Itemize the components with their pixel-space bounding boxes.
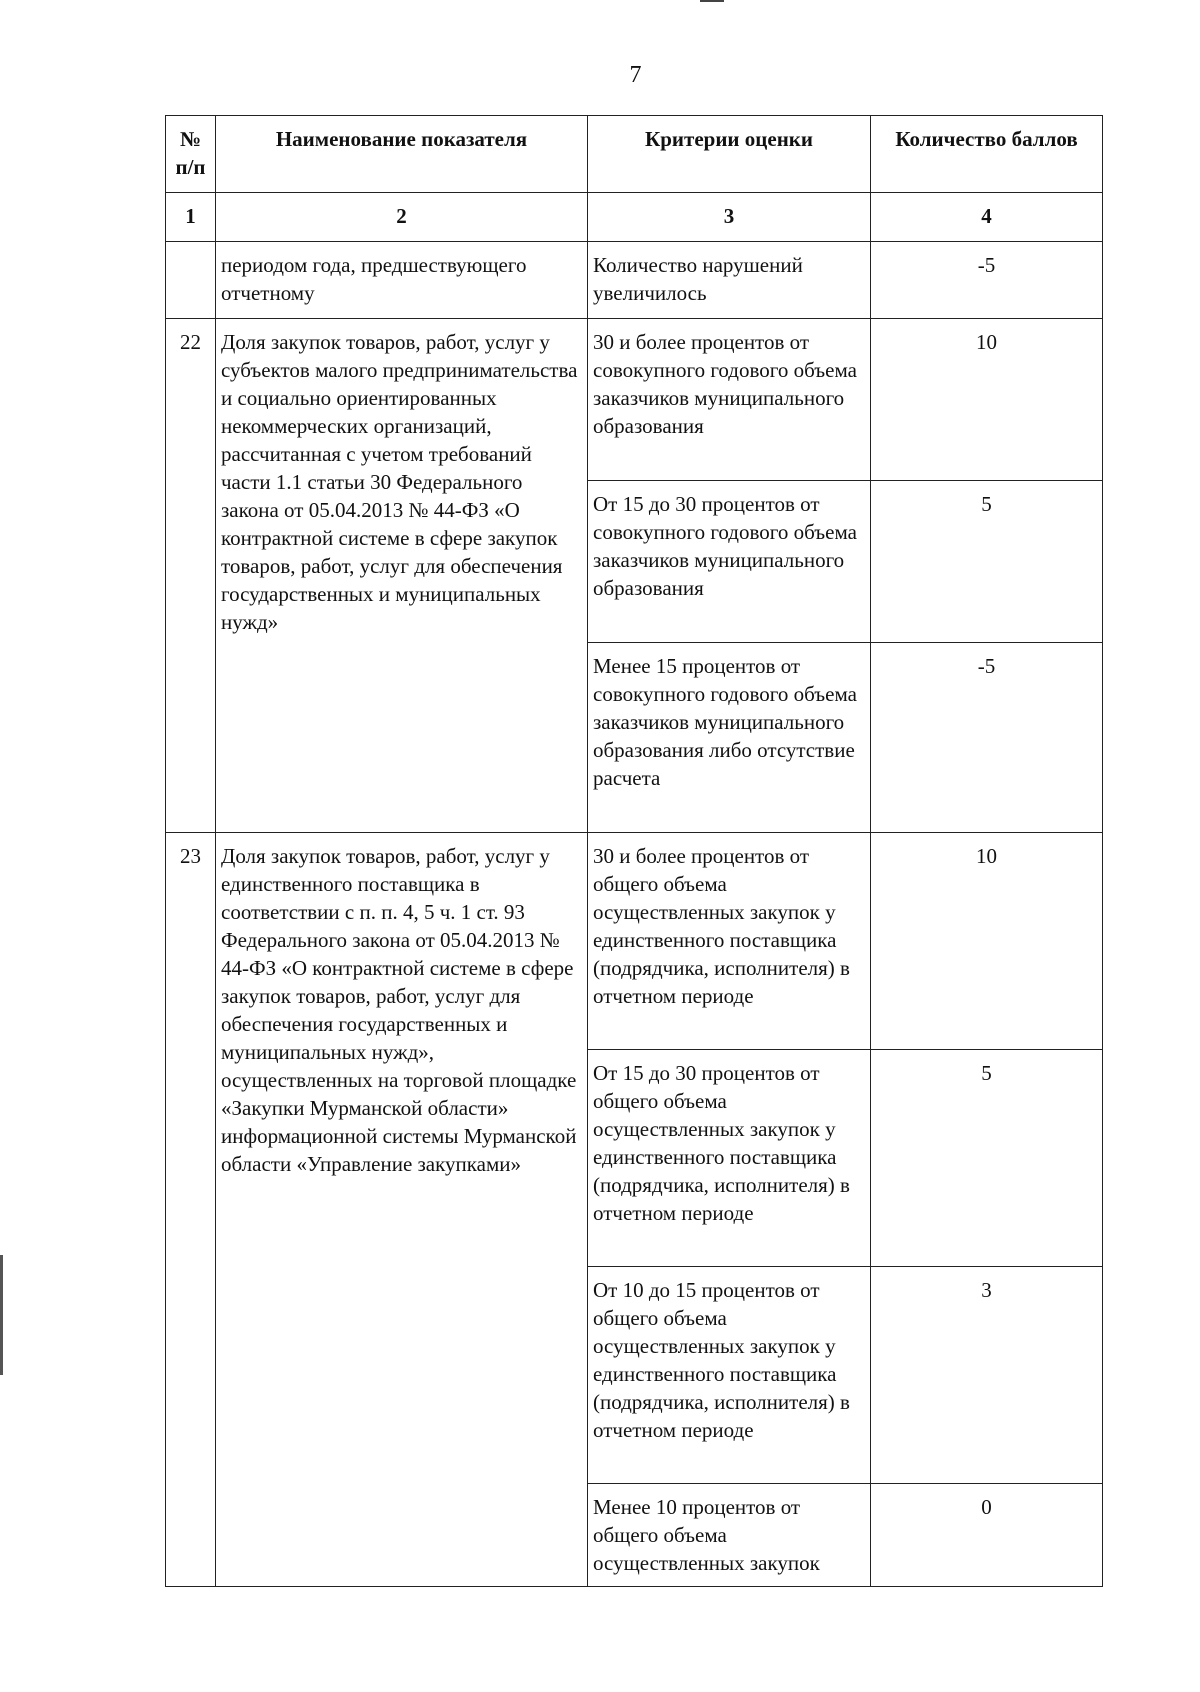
cell-criterion: Менее 10 процентов от общего объема осуществленных закупок: [588, 1484, 871, 1587]
cell-number: 23: [166, 833, 216, 1587]
table-row-continued: [166, 242, 1103, 319]
column-number-1: 1: [166, 193, 216, 242]
cell-criterion: Менее 15 процентов от совокупного годового объема заказчиков муниципального образования либо отсутствие расчета: [588, 643, 871, 833]
cell-criterion: От 10 до 15 процентов от общего объема осуществленных закупок у единственного поставщика (подрядчика, исполнителя) в отчетном периоде: [588, 1267, 871, 1484]
cell-indicator-name: периодом года, предшествующего отчетному: [216, 242, 588, 319]
cell-indicator-name: Доля закупок товаров, работ, услуг у субъектов малого предпринимательства и социально ориентированных некоммерческих организаций, рассчитанная с учетом требований части 1.1 статьи 30 Федерального закона от 05.04.2013 № 44-ФЗ «О контрактной системе в сфере закупок товаров, работ, услуг для обеспечения государственных и муниципальных нужд»: [216, 319, 588, 833]
table-row-22-criterion-1: [166, 319, 1103, 481]
column-number-row: [166, 193, 1103, 242]
column-number-3: 3: [588, 193, 871, 242]
cell-criterion: Количество нарушений увеличилось: [588, 242, 871, 319]
table-row-23-criterion-1: [166, 833, 1103, 1050]
cell-score: -5: [871, 643, 1103, 833]
cell-number: [166, 242, 216, 319]
cell-criterion: 30 и более процентов от совокупного годового объема заказчиков муниципального образования: [588, 319, 871, 481]
cell-criterion: От 15 до 30 процентов от совокупного годового объема заказчиков муниципального образования: [588, 481, 871, 643]
column-number-4: 4: [871, 193, 1103, 242]
cell-score: 3: [871, 1267, 1103, 1484]
table-header-row: [166, 116, 1103, 193]
cell-criterion: От 15 до 30 процентов от общего объема осуществленных закупок у единственного поставщика (подрядчика, исполнителя) в отчетном периоде: [588, 1050, 871, 1267]
cell-score: 5: [871, 1050, 1103, 1267]
column-number-2: 2: [216, 193, 588, 242]
cell-indicator-name: Доля закупок товаров, работ, услуг у единственного поставщика в соответствии с п. п. 4, 5 ч. 1 ст. 93 Федерального закона от 05.04.2013 № 44-ФЗ «О контрактной системе в сфере закупок товаров, работ, услуг для обеспечения государственных и муниципальных нужд», осуществленных на торговой площадке «Закупки Мурманской области» информационной системы Мурманской области «Управление закупками»: [216, 833, 588, 1587]
header-indicator-name: Наименование показателя: [216, 116, 588, 193]
scan-mark-top: [700, 0, 724, 2]
header-number: № п/п: [166, 116, 216, 193]
cell-number: 22: [166, 319, 216, 833]
page-number: 7: [629, 62, 642, 88]
header-criteria: Критерии оценки: [588, 116, 871, 193]
cell-score: -5: [871, 242, 1103, 319]
cell-score: 0: [871, 1484, 1103, 1587]
cell-score: 10: [871, 319, 1103, 481]
cell-score: 5: [871, 481, 1103, 643]
cell-criterion: 30 и более процентов от общего объема осуществленных закупок у единственного поставщика (подрядчика, исполнителя) в отчетном периоде: [588, 833, 871, 1050]
scan-mark-left-edge: [0, 1255, 3, 1375]
cell-score: 10: [871, 833, 1103, 1050]
criteria-table: [165, 115, 1103, 1587]
header-score: Количество баллов: [871, 116, 1103, 193]
